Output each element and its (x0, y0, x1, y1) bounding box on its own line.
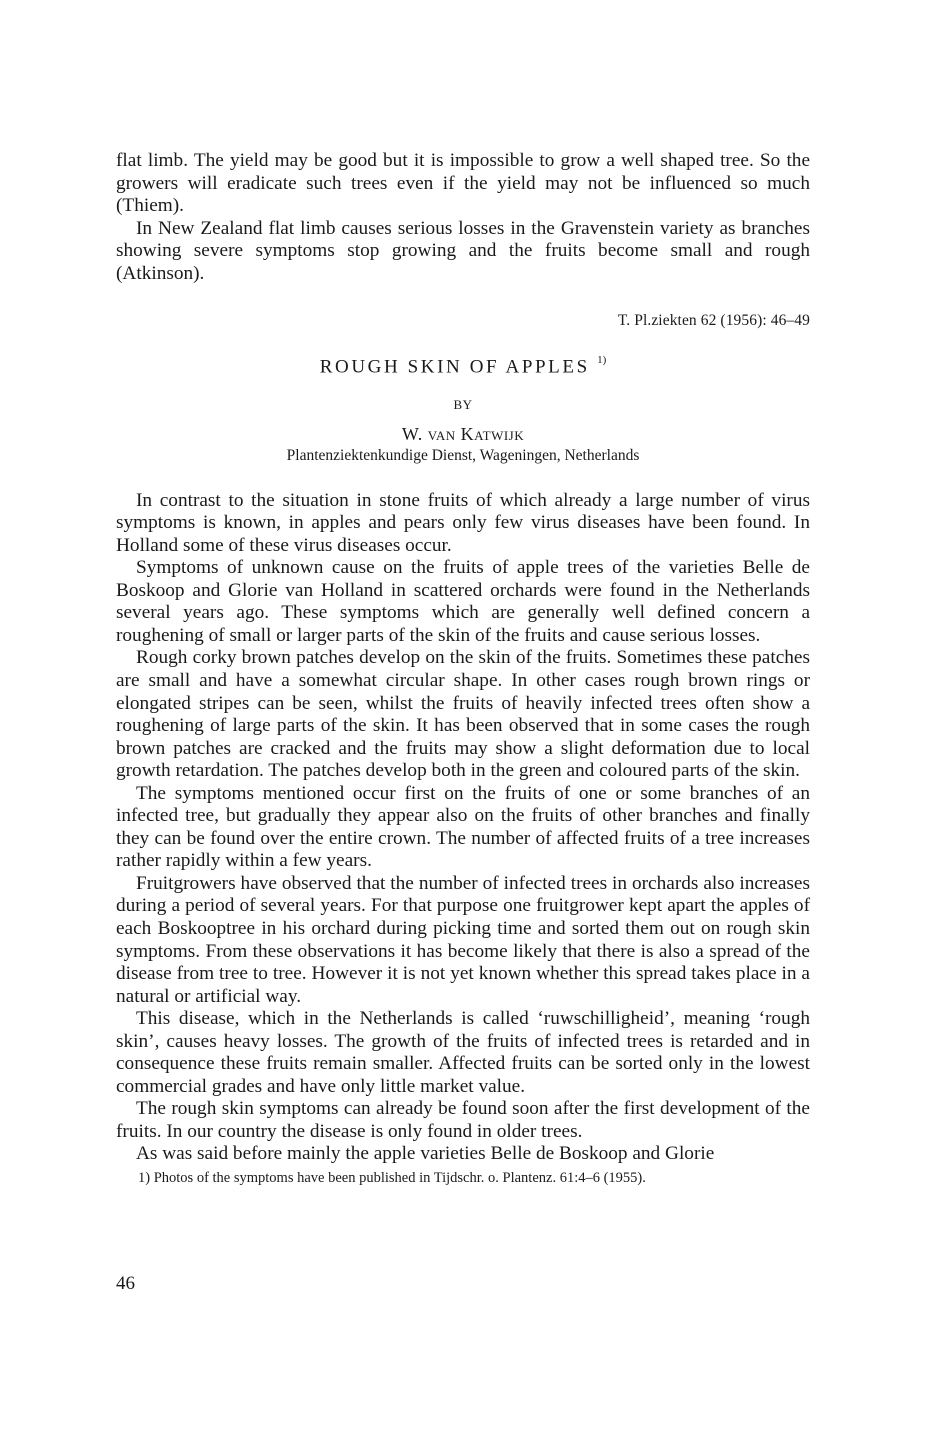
paragraph: flat limb. The yield may be good but it is impossible to grow a well shaped tree. So the growers will eradicate such trees even if the yield may not be influenced so much (Thiem). (116, 150, 810, 217)
footnote: 1) Photos of the symptoms have been published in Tijdschr. o. Plantenz. 61:4–6 (1955). (138, 1170, 646, 1187)
page-content (116, 150, 810, 1188)
journal-citation: T. Pl.ziekten 62 (1956): 46–49 (617, 312, 810, 330)
title-footnote-marker: 1) (597, 354, 607, 367)
paragraph: Symptoms of unknown cause on the fruits of apple trees of the varieties Belle de Boskoop and Glorie van Holland in scattered orchards were found in the Netherlands several years ago. These symptoms which are generally well defined concern a roughening of small or larger parts of the skin of the fruits and cause serious losses. (116, 557, 810, 646)
paragraph: In New Zealand flat limb causes serious losses in the Gravenstein variety as branches showing severe symptoms stop growing and the fruits become small and rough (Atkinson). (116, 217, 810, 284)
article-title (116, 356, 810, 378)
paragraph: In contrast to the situation in stone fruits of which already a large number of virus symptoms is known, in apples and pears only few virus diseases have been found. In Holland some of these virus diseases occur. (116, 489, 810, 556)
author-affiliation: Plantenziektenkundige Dienst, Wageningen, Netherlands (286, 446, 640, 464)
paragraph: The symptoms mentioned occur first on the fruits of one or some branches of an infected tree, but gradually they appear also on the fruits of other branches and finally they can be found over the entire crown. The number of affected fruits of a tree increases rather rapidly within a few years. (116, 782, 810, 872)
article-title-text: ROUGH SKIN OF APPLES (319, 356, 590, 378)
article-body (116, 490, 810, 1166)
author-name: W. van Katwijk (401, 423, 525, 444)
paragraph: As was said before mainly the apple varieties Belle de Boskoop and Glorie (136, 1143, 715, 1165)
paragraph: This disease, which in the Netherlands is called ‘ruwschilligheid’, meaning ‘rough skin’, causes heavy losses. The growth of the fruits of infected trees is retarded and in consequence these fruits remain smaller. Affected fruits can be sorted only in the lowest commercial grades and have only little market value. (116, 1008, 810, 1097)
byline-label: BY (453, 396, 473, 412)
paragraph: The rough skin symptoms can already be found soon after the first development of the fruits. In our country the disease is only found in older trees. (116, 1098, 810, 1142)
paragraph: Fruitgrowers have observed that the number of infected trees in orchards also increases during a period of several years. For that purpose one fruitgrower kept apart the apples of each Bosko​optree in his orchard during picking time and sorted them out on rough skin symptoms. From these observations it has become likely that there is also a spread of the disease from tree to tree. However it is not yet known whether this spread takes place in a natural or artificial way. (116, 872, 810, 1007)
paragraph: Rough corky brown patches develop on the skin of the fruits. Sometimes these patches are small and have a somewhat circular shape. In other cases rough brown rings or elongated stripes can be seen, whilst the fruits of heavily infected trees often show a roughening of large parts of the skin. It has been observed that in some cases the rough brown patches are cracked and the fruits may show a slight deformation due to local growth retardation. The patches develop both in the green and coloured parts of the skin. (116, 647, 810, 782)
page-number: 46 (116, 1273, 135, 1294)
